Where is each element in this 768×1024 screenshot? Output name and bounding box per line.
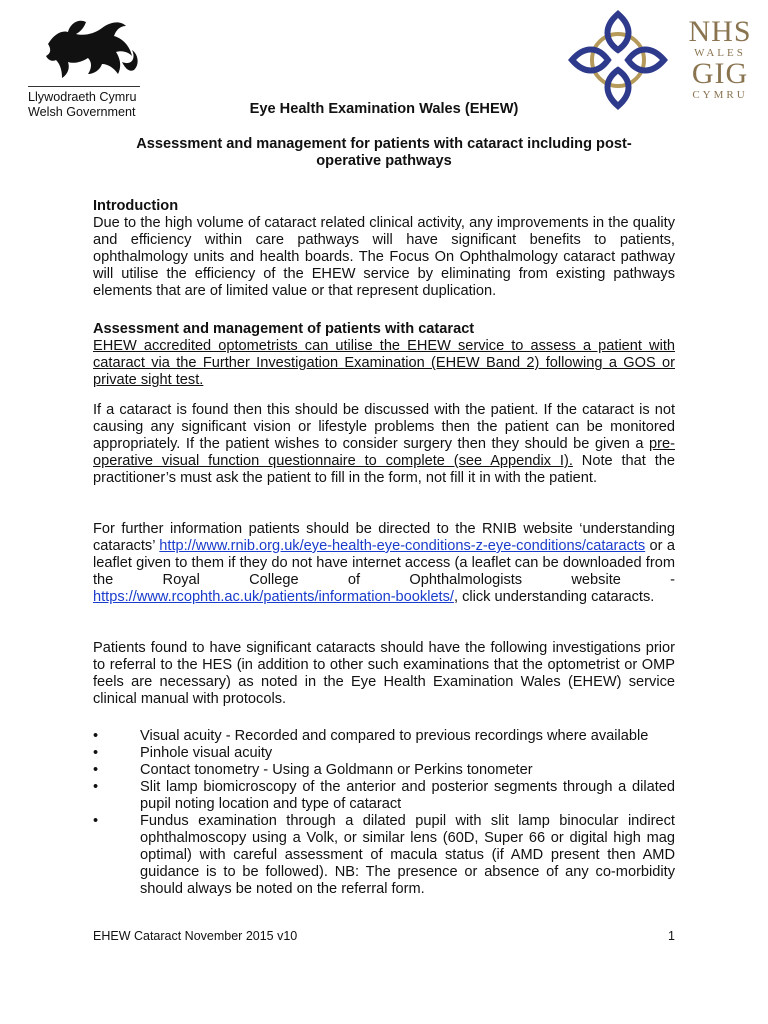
- bullet-icon: •: [93, 779, 99, 795]
- document-title: Eye Health Examination Wales (EHEW): [249, 101, 519, 117]
- p2-text-a: If a cataract is found then this should be discussed with the patient. If the cataract is not causing any significant vision or lifestyle problems then the patient can be monitored appropriately. If the patient wishes to consider surgery then they should be given a: [93, 402, 675, 452]
- nhs-line2: WALES: [694, 47, 746, 59]
- list-item-text: Fundus examination through a dilated pupil with slit lamp binocular indirect ophthalmoscopy using a Volk, or similar lens (60D, Super 66 or digital high mag optimal) with careful assessment of macula status (if AMD present then AMD guidance is to be followed). NB: The presence or absence of any co-morbidity should always be noted on the referral form.: [140, 813, 675, 897]
- celtic-knot-icon: [566, 10, 671, 110]
- list-item: [93, 813, 675, 898]
- list-item-text: Slit lamp biomicroscopy of the anterior and posterior segments through a dilated pupil noting location and type of cataract: [140, 779, 675, 812]
- list-item-text: Contact tonometry - Using a Goldmann or Perkins tonometer: [140, 762, 533, 778]
- bullet-icon: •: [93, 728, 99, 744]
- logo-divider: [28, 86, 140, 87]
- bullet-icon: •: [93, 762, 99, 778]
- list-item-text: Visual acuity - Recorded and compared to previous recordings where available: [140, 728, 649, 744]
- introduction-heading: Introduction: [93, 198, 179, 214]
- rnib-link[interactable]: http://www.rnib.org.uk/eye-health-eye-conditions-z-eye-conditions/cataracts: [159, 538, 646, 554]
- p3-text-a: For further information patients should be directed to the RNIB website ‘understanding cataracts’: [93, 521, 675, 554]
- red-dragon-icon: [40, 14, 140, 82]
- assessment-paragraph-3: [93, 521, 675, 606]
- assessment-paragraph-1: [93, 338, 675, 389]
- nhs-wales-wordmark: [684, 15, 756, 102]
- nhs-line4: CYMRU: [692, 89, 748, 101]
- questionnaire-reference: pre-operative visual function questionnaire to complete (see Appendix I).: [93, 436, 675, 469]
- nhs-line3: GIG: [691, 57, 749, 90]
- document-subtitle-line2: operative pathways: [316, 153, 452, 169]
- list-item: [93, 762, 675, 779]
- assessment-paragraph-4: [93, 640, 675, 708]
- assessment-underlined-text: EHEW accredited optometrists can utilise the EHEW service to assess a patient with cataract via the Further Investigation Examination (EHEW Band 2) following a GOS or private sight test.: [93, 338, 675, 388]
- welsh-gov-line1: Llywodraeth Cymru: [28, 90, 137, 104]
- list-item: [93, 745, 675, 762]
- assessment-paragraph-2: [93, 402, 675, 487]
- p3-text-b: or a leaflet given to them if they do not have internet access (a leaflet can be downloaded from the Royal College of Ophthalmologists website -: [93, 538, 675, 588]
- p2-text-b: Note that the practitioner’s must ask the patient to fill in the form, not fill it in with the patient.: [93, 453, 675, 486]
- p4-text: Patients found to have significant cataracts should have the following investigations prior to referral to the HES (in addition to other such examinations that the optometrist or OMP feels are necessary) as noted in the Eye Health Examination Wales (EHEW) service clinical manual with protocols.: [93, 640, 675, 707]
- nhs-line1: NHS: [688, 15, 752, 48]
- list-item: [93, 728, 675, 745]
- rcophth-link[interactable]: https://www.rcophth.ac.uk/patients/information-booklets/: [93, 589, 454, 605]
- bullet-icon: •: [93, 745, 99, 761]
- list-item-text: Pinhole visual acuity: [140, 745, 273, 761]
- footer-page-number: 1: [668, 929, 675, 943]
- bullet-icon: •: [93, 813, 99, 829]
- list-item: [93, 779, 675, 813]
- footer-document-version: EHEW Cataract November 2015 v10: [93, 929, 298, 943]
- assessment-heading: Assessment and management of patients with cataract: [93, 321, 475, 337]
- welsh-gov-line2: Welsh Government: [28, 105, 136, 119]
- introduction-paragraph: [93, 215, 675, 300]
- document-subtitle-line1: Assessment and management for patients with cataract including post-: [136, 136, 632, 152]
- investigation-list: [93, 728, 675, 898]
- nhs-wales-logo: [566, 10, 756, 110]
- p3-text-c: , click understanding cataracts.: [453, 589, 655, 605]
- introduction-text: Due to the high volume of cataract related clinical activity, any improvements in the quality and efficiency within care pathways will have significant benefits to patients, ophthalmology units and health boards. The Focus On Ophthalmology cataract pathway will utilise the efficiency of the EHEW service by eliminating from existing pathways elements that are of limited value or that represent duplication.: [93, 215, 675, 299]
